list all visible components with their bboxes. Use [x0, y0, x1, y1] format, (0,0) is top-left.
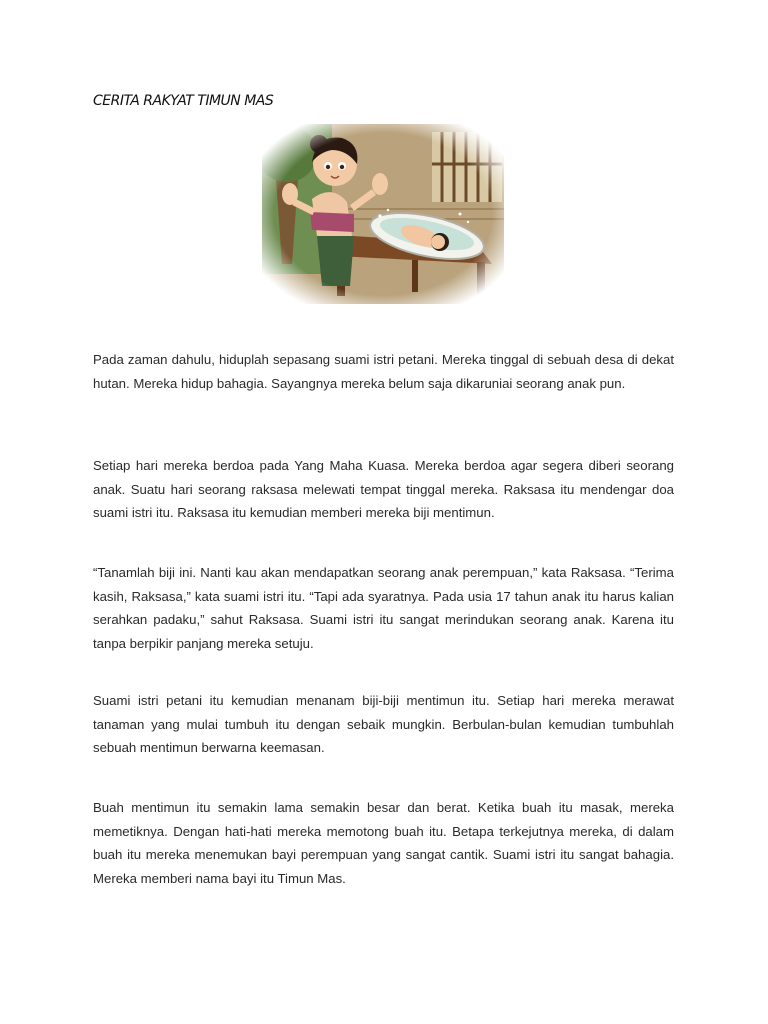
document-title: CERITA RAKYAT TIMUN MAS — [93, 93, 274, 109]
paragraph: Pada zaman dahulu, hiduplah sepasang suami istri petani. Mereka tinggal di sebuah desa di dekat hutan. Mereka hidup bahagia. Sayangnya mereka belum saja dikaruniai seorang anak pun. — [93, 352, 674, 391]
paragraph: “Tanamlah biji ini. Nanti kau akan mendapatkan seorang anak perempuan,” kata Raksasa. “Terima kasih, Raksasa,” kata suami istri itu. “Tapi ada syaratnya. Pada usia 17 tahun anak itu harus kalian serahkan padaku,” sahut Raksasa. Suami istri itu sangat merindukan seorang anak. Karena itu tanpa berpikir panjang mereka setuju. — [93, 565, 674, 651]
woman-bathing-baby-illustration — [262, 124, 504, 304]
paragraph: Suami istri petani itu kemudian menanam biji-biji mentimun itu. Setiap hari mereka merawat tanaman yang mulai tumbuh itu dengan sebaik mungkin. Berbulan-bulan kemudian tumbuhlah sebuah mentimun berwarna keemasan. — [93, 693, 674, 755]
paragraph: Buah mentimun itu semakin lama semakin besar dan berat. Ketika buah itu masak, mereka memetiknya. Dengan hati-hati mereka memotong buah itu. Betapa terkejutnya mereka, di dalam buah itu mereka menemukan bayi perempuan yang sangat cantik. Suami istri itu sangat bahagia. Mereka memberi nama bayi itu Timun Mas. — [93, 800, 674, 886]
paragraph: Setiap hari mereka berdoa pada Yang Maha Kuasa. Mereka berdoa agar segera diberi seorang anak. Suatu hari seorang raksasa melewati tempat tinggal mereka. Raksasa itu mendengar doa suami istri itu. Raksasa itu kemudian memberi mereka biji mentimun. — [93, 458, 674, 520]
